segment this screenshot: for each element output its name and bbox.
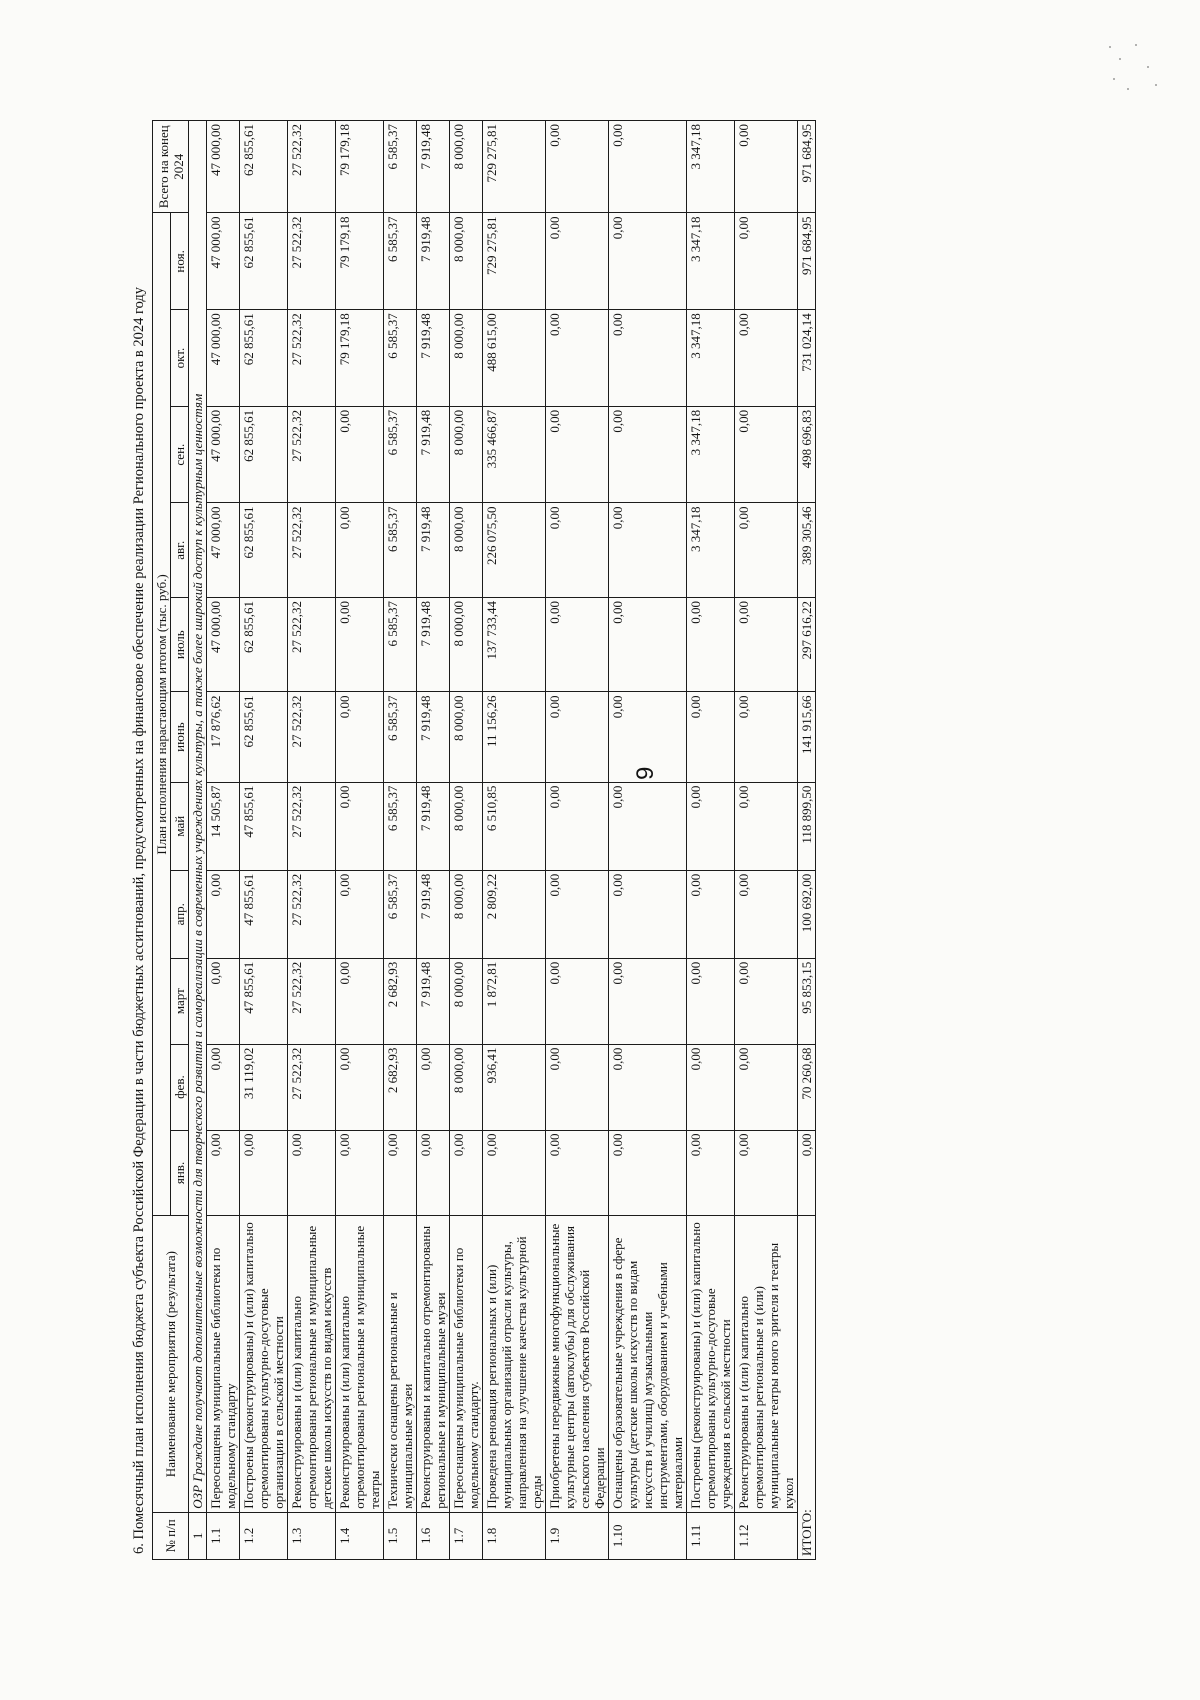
row-value: 0,00 bbox=[609, 406, 687, 503]
row-value: 8 000,00 bbox=[450, 213, 483, 310]
row-value: 226 075,50 bbox=[483, 503, 546, 597]
row-value: 79 179,18 bbox=[336, 213, 384, 310]
row-value: 0,00 bbox=[240, 1130, 288, 1216]
row-value: 0,00 bbox=[735, 503, 798, 597]
row-value: 0,00 bbox=[609, 1130, 687, 1216]
month-header: март bbox=[171, 958, 189, 1044]
row-value: 0,00 bbox=[450, 1130, 483, 1216]
goal-row-text: ОЗР Граждане получают дополнительные возможности для творческого развития и самореализации в современных учреждениях культуры, а также более широкий доступ к культурным ценностям bbox=[189, 121, 207, 1513]
row-value: 6 585,37 bbox=[384, 503, 417, 597]
row-name: Построены (реконструированы) и (или) капитально отремонтированы культурно-досуговые учреждения в сельской местности bbox=[687, 1216, 735, 1512]
row-value: 0,00 bbox=[735, 870, 798, 958]
total-value: 100 692,00 bbox=[798, 870, 816, 958]
row-value: 6 510,85 bbox=[483, 782, 546, 870]
row-value: 936,41 bbox=[483, 1044, 546, 1130]
row-value: 62 855,61 bbox=[240, 406, 288, 503]
row-value: 729 275,81 bbox=[483, 213, 546, 310]
row-value: 27 522,32 bbox=[288, 692, 336, 782]
monthly-plan-table bbox=[152, 120, 816, 1560]
row-value: 0,00 bbox=[384, 1130, 417, 1216]
row-value: 0,00 bbox=[336, 406, 384, 503]
row-value: 62 855,61 bbox=[240, 597, 288, 691]
row-value: 0,00 bbox=[336, 870, 384, 958]
row-value: 0,00 bbox=[609, 958, 687, 1044]
row-value: 62 855,61 bbox=[240, 692, 288, 782]
row-name: Построены (реконструированы) и (или) капитально отремонтированы культурно-досуговые организации в сельской местности bbox=[240, 1216, 288, 1512]
row-name: Переоснащены муниципальные библиотеки по модельному стандарту. bbox=[450, 1216, 483, 1512]
row-number: 1.6 bbox=[417, 1512, 450, 1559]
row-value: 27 522,32 bbox=[288, 503, 336, 597]
table-row bbox=[207, 121, 240, 1560]
row-value: 0,00 bbox=[687, 1130, 735, 1216]
row-value: 0,00 bbox=[735, 406, 798, 503]
row-value: 0,00 bbox=[735, 310, 798, 407]
row-name: Переоснащены муниципальные библиотеки по модельному стандарту bbox=[207, 1216, 240, 1512]
row-value: 8 000,00 bbox=[450, 121, 483, 213]
row-value: 47 000,00 bbox=[207, 121, 240, 213]
row-value: 0,00 bbox=[735, 597, 798, 691]
row-value: 0,00 bbox=[735, 782, 798, 870]
row-name: Оснащены образовательные учреждения в сфере культуры (детские школы искусств по видам искусств и училищ) музыкальными инструментами, оборудованием и учебными материалами bbox=[609, 1216, 687, 1512]
row-value: 6 585,37 bbox=[384, 310, 417, 407]
row-value: 0,00 bbox=[546, 1044, 609, 1130]
row-value: 0,00 bbox=[546, 597, 609, 691]
total-value: 0,00 bbox=[798, 1130, 816, 1216]
row-value: 79 179,18 bbox=[336, 310, 384, 407]
table-row bbox=[483, 121, 546, 1560]
col-header-name: Наименование мероприятия (результата) bbox=[153, 1216, 189, 1512]
row-value: 47 000,00 bbox=[207, 213, 240, 310]
row-name: Реконструированы и (или) капитально отремонтированы региональные и (или) муниципальные театры юного зрителя и театры кукол bbox=[735, 1216, 798, 1512]
table-row bbox=[687, 121, 735, 1560]
total-value: 971 684,95 bbox=[798, 213, 816, 310]
row-value: 8 000,00 bbox=[450, 1044, 483, 1130]
table-row bbox=[546, 121, 609, 1560]
row-value: 0,00 bbox=[687, 597, 735, 691]
row-value: 27 522,32 bbox=[288, 782, 336, 870]
row-value: 27 522,32 bbox=[288, 597, 336, 691]
table-row bbox=[735, 121, 798, 1560]
row-value: 7 919,48 bbox=[417, 213, 450, 310]
row-value: 0,00 bbox=[687, 1044, 735, 1130]
row-value: 3 347,18 bbox=[687, 406, 735, 503]
month-header: июнь bbox=[171, 692, 189, 782]
row-value: 8 000,00 bbox=[450, 597, 483, 691]
row-value: 2 682,93 bbox=[384, 958, 417, 1044]
row-value: 0,00 bbox=[546, 121, 609, 213]
month-header: сен. bbox=[171, 406, 189, 503]
row-value: 31 119,02 bbox=[240, 1044, 288, 1130]
month-header: окт. bbox=[171, 310, 189, 407]
row-value: 488 615,00 bbox=[483, 310, 546, 407]
table-row bbox=[384, 121, 417, 1560]
row-value: 0,00 bbox=[546, 1130, 609, 1216]
row-value: 0,00 bbox=[336, 692, 384, 782]
table-row bbox=[609, 121, 687, 1560]
row-value: 7 919,48 bbox=[417, 870, 450, 958]
row-value: 7 919,48 bbox=[417, 121, 450, 213]
row-number: 1.10 bbox=[609, 1512, 687, 1559]
row-value: 335 466,87 bbox=[483, 406, 546, 503]
row-value: 62 855,61 bbox=[240, 121, 288, 213]
month-header: апр. bbox=[171, 870, 189, 958]
row-value: 27 522,32 bbox=[288, 406, 336, 503]
row-name: Проведена реновация региональных и (или) муниципальных организаций отрасли культуры, направленная на улучшение качества культурной среды bbox=[483, 1216, 546, 1512]
row-value: 0,00 bbox=[336, 782, 384, 870]
row-value: 0,00 bbox=[336, 503, 384, 597]
row-value: 8 000,00 bbox=[450, 406, 483, 503]
row-value: 0,00 bbox=[546, 870, 609, 958]
row-value: 6 585,37 bbox=[384, 406, 417, 503]
row-value: 0,00 bbox=[417, 1044, 450, 1130]
row-value: 0,00 bbox=[609, 121, 687, 213]
row-value: 0,00 bbox=[336, 1044, 384, 1130]
row-number: 1.12 bbox=[735, 1512, 798, 1559]
month-header: июль bbox=[171, 597, 189, 691]
row-value: 7 919,48 bbox=[417, 406, 450, 503]
row-value: 27 522,32 bbox=[288, 1044, 336, 1130]
row-value: 0,00 bbox=[609, 310, 687, 407]
row-value: 0,00 bbox=[546, 406, 609, 503]
row-name: Реконструированы и капитально отремонтированы региональные и муниципальные музеи bbox=[417, 1216, 450, 1512]
row-value: 27 522,32 bbox=[288, 213, 336, 310]
total-row bbox=[798, 121, 816, 1560]
row-value: 27 522,32 bbox=[288, 121, 336, 213]
row-value: 2 682,93 bbox=[384, 1044, 417, 1130]
row-name: Приобретены передвижные многофункциональные культурные центры (автоклубы) для обслуживания сельского населения субъектов Российской Федерации bbox=[546, 1216, 609, 1512]
row-value: 6 585,37 bbox=[384, 213, 417, 310]
row-value: 0,00 bbox=[609, 503, 687, 597]
row-value: 0,00 bbox=[609, 870, 687, 958]
row-value: 7 919,48 bbox=[417, 692, 450, 782]
total-value: 118 899,50 bbox=[798, 782, 816, 870]
row-value: 0,00 bbox=[546, 958, 609, 1044]
row-name: Технически оснащены региональные и муниципальные музеи bbox=[384, 1216, 417, 1512]
row-value: 729 275,81 bbox=[483, 121, 546, 213]
row-value: 0,00 bbox=[735, 1130, 798, 1216]
row-name: Реконструированы и (или) капитально отремонтированы региональные и муниципальные театры bbox=[336, 1216, 384, 1512]
row-value: 8 000,00 bbox=[450, 782, 483, 870]
row-number: 1.8 bbox=[483, 1512, 546, 1559]
row-value: 0,00 bbox=[609, 1044, 687, 1130]
row-value: 3 347,18 bbox=[687, 503, 735, 597]
row-value: 14 505,87 bbox=[207, 782, 240, 870]
row-value: 0,00 bbox=[546, 782, 609, 870]
total-value: 498 696,83 bbox=[798, 406, 816, 503]
row-value: 3 347,18 bbox=[687, 213, 735, 310]
row-number: 1.2 bbox=[240, 1512, 288, 1559]
row-value: 3 347,18 bbox=[687, 121, 735, 213]
total-value: 141 915,66 bbox=[798, 692, 816, 782]
row-number: 1.3 bbox=[288, 1512, 336, 1559]
row-value: 0,00 bbox=[735, 121, 798, 213]
row-value: 47 855,61 bbox=[240, 782, 288, 870]
row-value: 6 585,37 bbox=[384, 782, 417, 870]
month-header: фев. bbox=[171, 1044, 189, 1130]
row-value: 0,00 bbox=[207, 1044, 240, 1130]
month-header: янв. bbox=[171, 1130, 189, 1216]
total-value: 70 260,68 bbox=[798, 1044, 816, 1130]
row-value: 0,00 bbox=[609, 782, 687, 870]
row-value: 6 585,37 bbox=[384, 692, 417, 782]
total-value: 297 616,22 bbox=[798, 597, 816, 691]
row-value: 8 000,00 bbox=[450, 310, 483, 407]
row-number: 1.1 bbox=[207, 1512, 240, 1559]
row-value: 7 919,48 bbox=[417, 782, 450, 870]
row-value: 27 522,32 bbox=[288, 870, 336, 958]
row-value: 2 809,22 bbox=[483, 870, 546, 958]
row-value: 0,00 bbox=[735, 692, 798, 782]
row-value: 8 000,00 bbox=[450, 503, 483, 597]
row-value: 0,00 bbox=[735, 1044, 798, 1130]
col-header-no: № п/п bbox=[153, 1512, 189, 1559]
row-value: 0,00 bbox=[609, 597, 687, 691]
row-value: 47 855,61 bbox=[240, 958, 288, 1044]
goal-row bbox=[189, 121, 207, 1560]
col-header-plan-group: План исполнения нарастающим итогом (тыс. руб.) bbox=[153, 213, 171, 1216]
table-row bbox=[240, 121, 288, 1560]
scan-specks bbox=[1105, 40, 1165, 100]
row-value: 0,00 bbox=[687, 692, 735, 782]
row-value: 6 585,37 bbox=[384, 597, 417, 691]
row-value: 8 000,00 bbox=[450, 958, 483, 1044]
total-value: 731 024,14 bbox=[798, 310, 816, 407]
row-value: 0,00 bbox=[687, 870, 735, 958]
row-value: 7 919,48 bbox=[417, 310, 450, 407]
total-value: 389 305,46 bbox=[798, 503, 816, 597]
row-value: 0,00 bbox=[735, 213, 798, 310]
row-value: 47 000,00 bbox=[207, 406, 240, 503]
table-row bbox=[288, 121, 336, 1560]
row-number: 1.9 bbox=[546, 1512, 609, 1559]
row-value: 62 855,61 bbox=[240, 503, 288, 597]
row-value: 137 733,44 bbox=[483, 597, 546, 691]
row-value: 0,00 bbox=[546, 692, 609, 782]
row-value: 6 585,37 bbox=[384, 121, 417, 213]
row-value: 11 156,26 bbox=[483, 692, 546, 782]
row-value: 0,00 bbox=[546, 213, 609, 310]
row-value: 8 000,00 bbox=[450, 692, 483, 782]
row-value: 0,00 bbox=[546, 310, 609, 407]
row-value: 3 347,18 bbox=[687, 310, 735, 407]
row-value: 0,00 bbox=[207, 958, 240, 1044]
rotated-page-content bbox=[130, 120, 890, 1560]
month-header: авг. bbox=[171, 503, 189, 597]
total-value: 95 853,15 bbox=[798, 958, 816, 1044]
table-row bbox=[336, 121, 384, 1560]
row-value: 0,00 bbox=[483, 1130, 546, 1216]
row-value: 62 855,61 bbox=[240, 213, 288, 310]
total-value: 971 684,95 bbox=[798, 121, 816, 213]
month-header: ноя. bbox=[171, 213, 189, 310]
row-number: 1.11 bbox=[687, 1512, 735, 1559]
page-number: 9 bbox=[632, 766, 659, 780]
table-row bbox=[417, 121, 450, 1560]
row-value: 0,00 bbox=[336, 1130, 384, 1216]
row-value: 0,00 bbox=[417, 1130, 450, 1216]
row-value: 0,00 bbox=[609, 213, 687, 310]
table-row bbox=[450, 121, 483, 1560]
row-number: 1.5 bbox=[384, 1512, 417, 1559]
row-value: 27 522,32 bbox=[288, 310, 336, 407]
row-value: 47 000,00 bbox=[207, 597, 240, 691]
row-value: 7 919,48 bbox=[417, 503, 450, 597]
row-value: 0,00 bbox=[687, 782, 735, 870]
row-value: 47 000,00 bbox=[207, 503, 240, 597]
goal-row-no: 1 bbox=[189, 1512, 207, 1559]
row-value: 47 855,61 bbox=[240, 870, 288, 958]
month-header: май bbox=[171, 782, 189, 870]
row-number: 1.7 bbox=[450, 1512, 483, 1559]
row-value: 7 919,48 bbox=[417, 958, 450, 1044]
row-number: 1.4 bbox=[336, 1512, 384, 1559]
row-value: 1 872,81 bbox=[483, 958, 546, 1044]
row-value: 0,00 bbox=[336, 958, 384, 1044]
row-value: 7 919,48 bbox=[417, 597, 450, 691]
row-value: 62 855,61 bbox=[240, 310, 288, 407]
row-value: 0,00 bbox=[288, 1130, 336, 1216]
row-value: 27 522,32 bbox=[288, 958, 336, 1044]
table-caption: 6. Помесячный план исполнения бюджета субъекта Российской Федерации в части бюджетных ассигнований, предусмотренных на финансовое обеспечение реализации Регионального проекта в 2024 году bbox=[131, 286, 147, 1554]
row-value: 6 585,37 bbox=[384, 870, 417, 958]
row-value: 0,00 bbox=[735, 958, 798, 1044]
row-value: 0,00 bbox=[687, 958, 735, 1044]
row-value: 0,00 bbox=[609, 692, 687, 782]
row-value: 0,00 bbox=[207, 1130, 240, 1216]
row-value: 79 179,18 bbox=[336, 121, 384, 213]
row-value: 0,00 bbox=[336, 597, 384, 691]
row-value: 17 876,62 bbox=[207, 692, 240, 782]
row-name: Реконструированы и (или) капитально отремонтированы региональные и муниципальные детские школы искусств по видам искусств bbox=[288, 1216, 336, 1512]
col-header-total: Всего на конец 2024 bbox=[153, 121, 189, 213]
row-value: 0,00 bbox=[207, 870, 240, 958]
row-value: 8 000,00 bbox=[450, 870, 483, 958]
row-value: 0,00 bbox=[546, 503, 609, 597]
row-value: 47 000,00 bbox=[207, 310, 240, 407]
total-label: ИТОГО: bbox=[798, 1216, 816, 1560]
